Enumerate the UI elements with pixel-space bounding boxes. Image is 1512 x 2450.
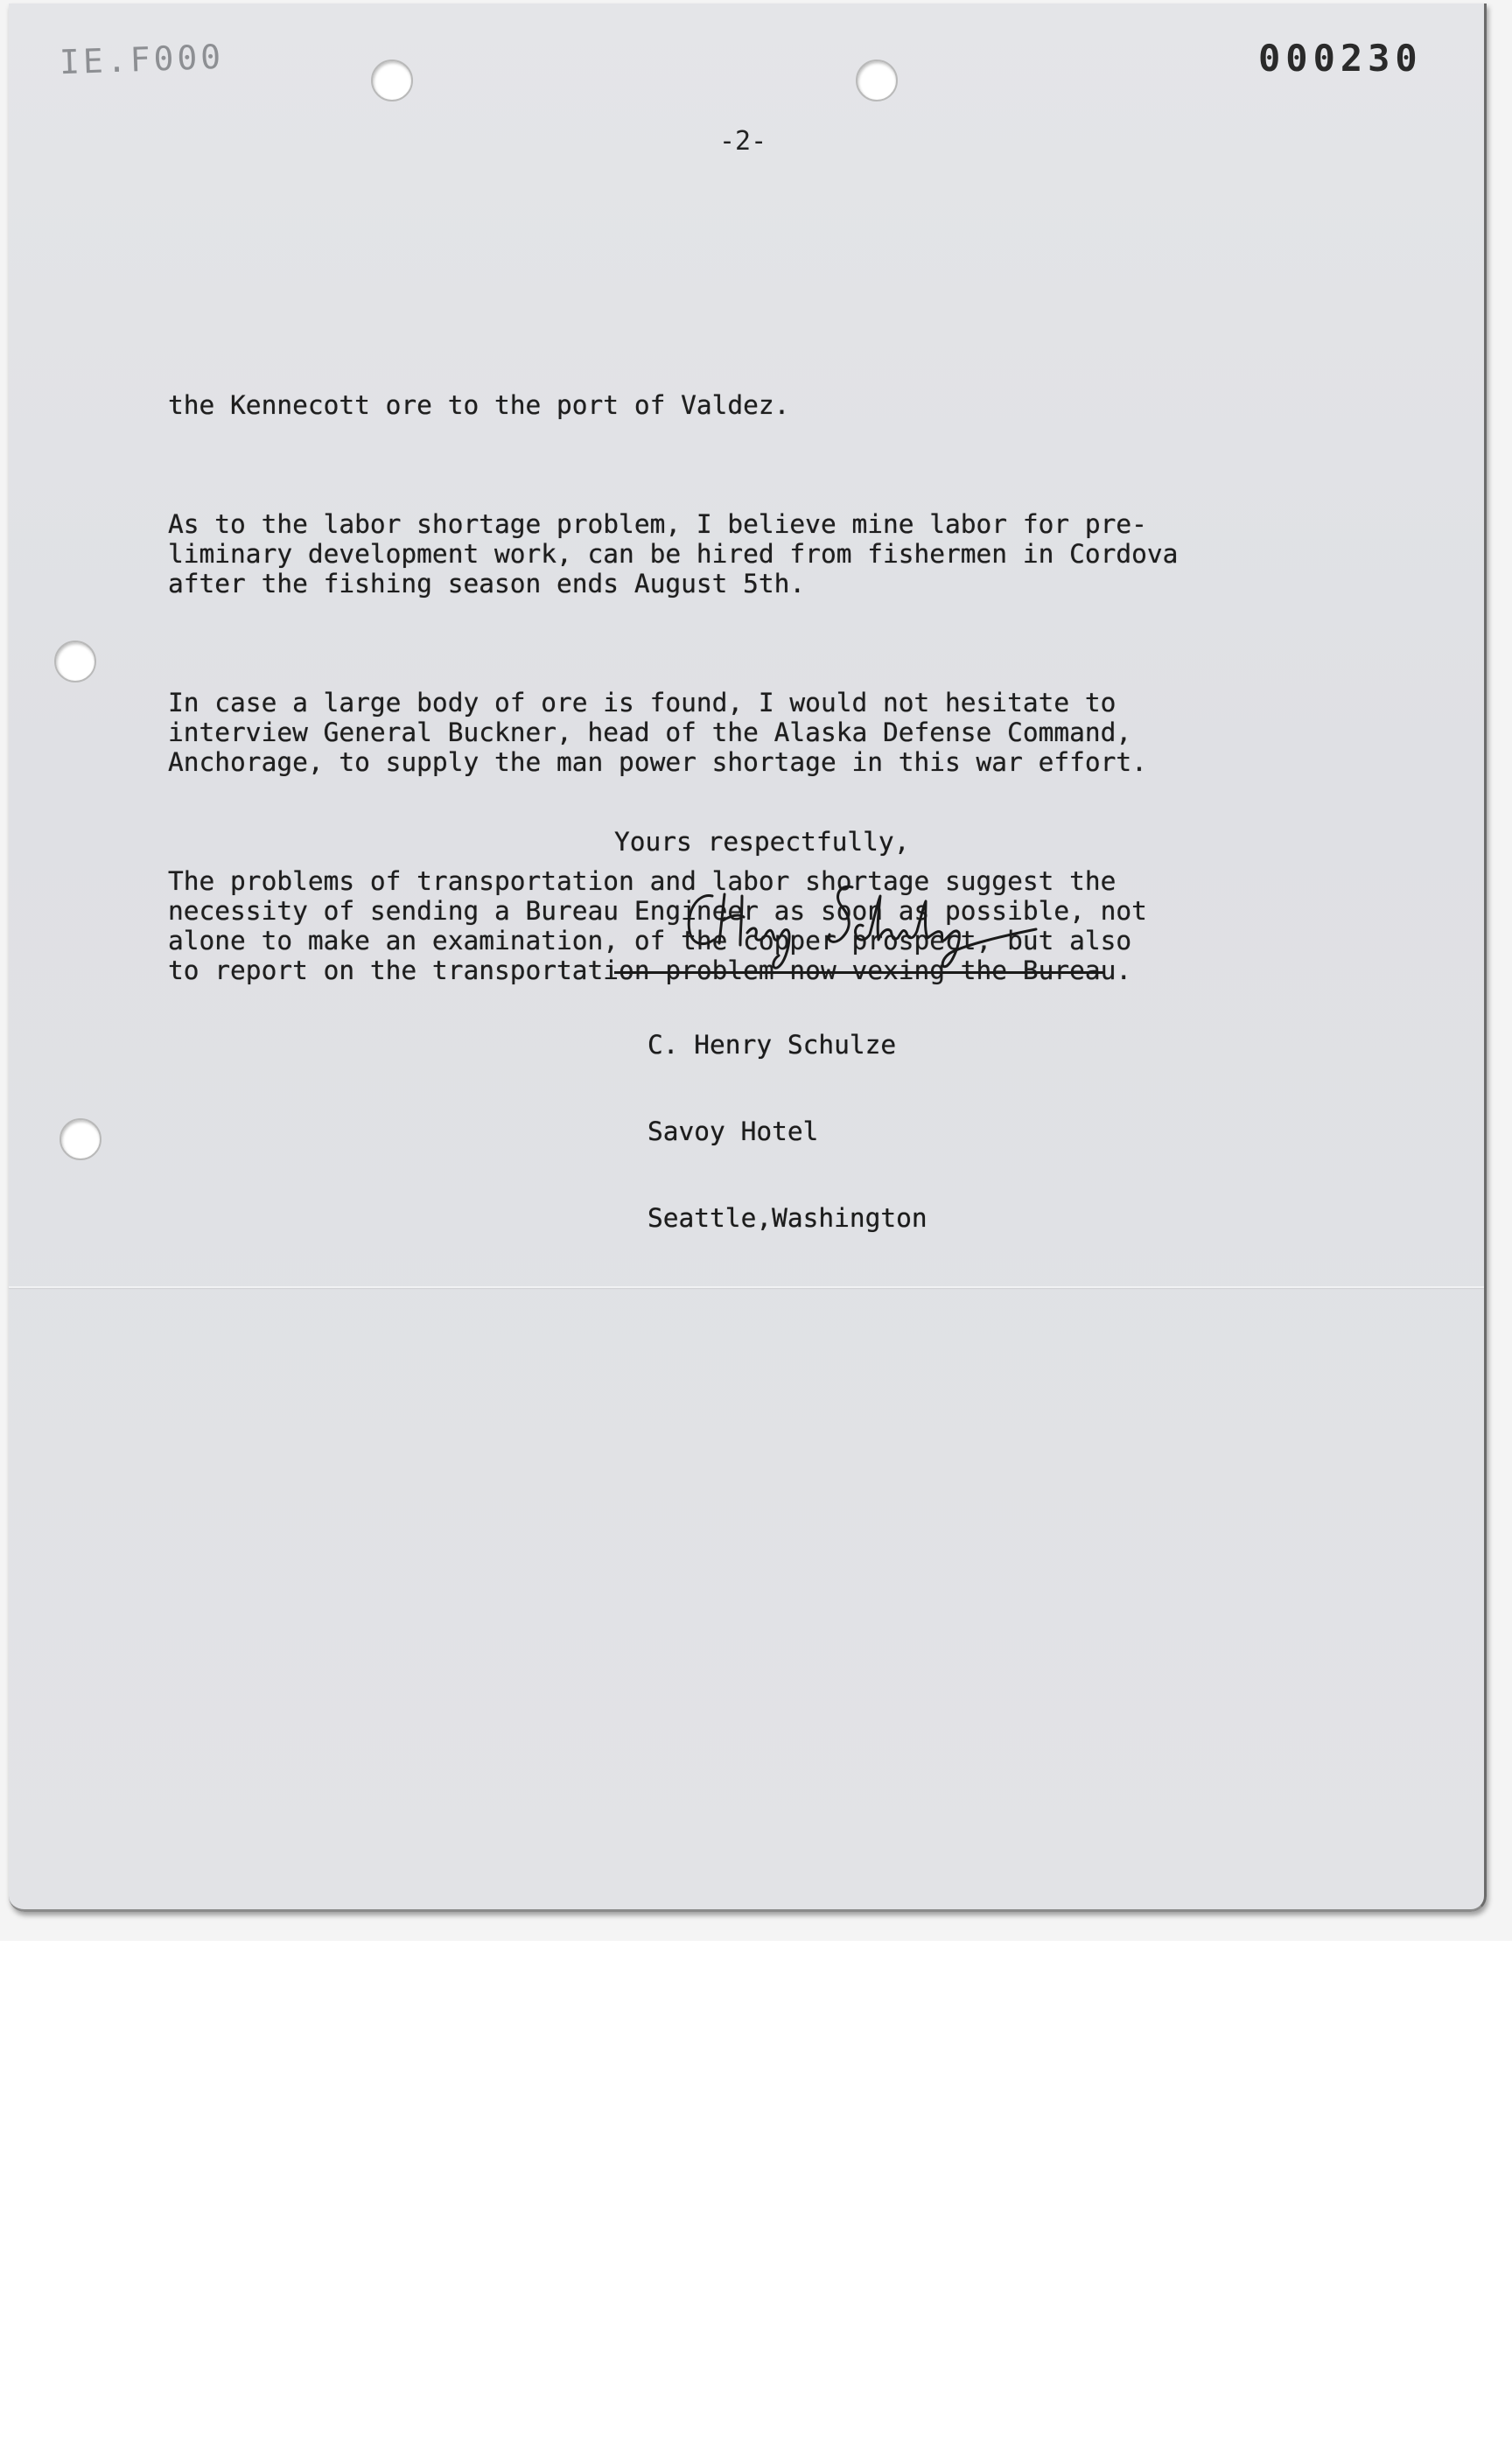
punch-hole-top-left — [371, 60, 413, 102]
paragraph: The problems of transportation and labor shortage suggest the necessity of sending a Bureau Engineer as soon as possible, not alone to make an examination, of the copper prospect, but also to report on the transportation problem now vexing the Bureau. — [168, 866, 1147, 985]
handwritten-signature — [677, 870, 1062, 975]
page-number: -2- — [719, 126, 767, 157]
document-number: 000230 — [1258, 37, 1423, 80]
file-stamp: IE.F000 — [59, 37, 225, 82]
punch-hole-left-upper — [54, 640, 96, 682]
paragraph: As to the labor shortage problem, I believe mine labor for pre- liminary development work, can be hired from fishermen in Cordova after the fishing season ends August 5th. — [168, 509, 1179, 598]
punch-hole-top-right — [856, 60, 898, 102]
letter-page — [9, 4, 1487, 1912]
signature-block — [648, 973, 928, 1291]
signer-name: C. Henry Schulze — [648, 1030, 897, 1060]
paragraph: the Kennecott ore to the port of Valdez. — [168, 390, 790, 420]
punch-hole-left-lower — [60, 1118, 102, 1160]
signer-hotel: Savoy Hotel — [648, 1116, 819, 1146]
paragraph: In case a large body of ore is found, I would not hesitate to interview General Buckner, head of the Alaska Defense Command, Anchorage, to supply the man power shortage in this war effort. — [168, 688, 1147, 777]
closing-salutation: Yours respectfully, — [614, 827, 910, 857]
signer-city: Seattle,Washington — [648, 1203, 928, 1233]
